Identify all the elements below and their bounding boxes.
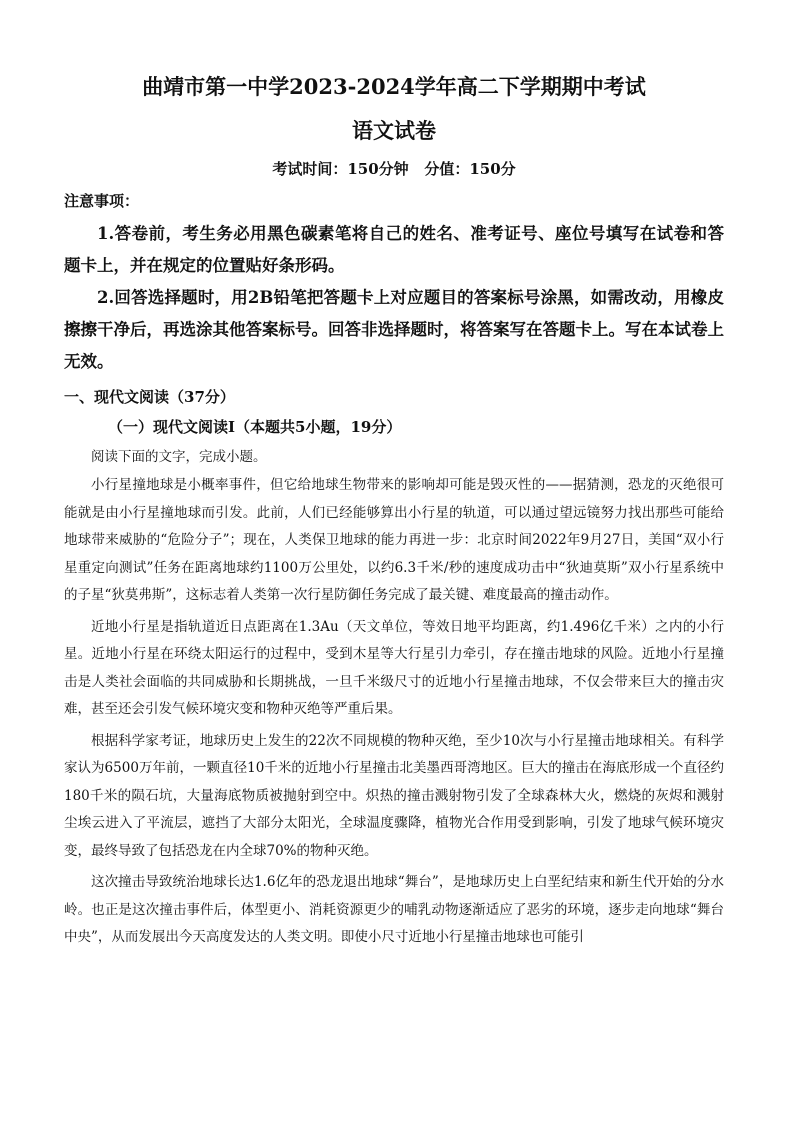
passage-paragraph-1: 小行星撞地球是小概率事件，但它给地球生物带来的影响却可能是毁灭性的——据猜测，恐龙的灭绝很可能就是由小行星撞地球而引发。此前，人们已经能够算出小行星的轨道，可以通过望远镜努力找出那些可能给地球带来威胁的“危险分子”；现在，人类保卫地球的能力再进一步：北京时间2022年9月27日，美国“双小行星重定向测试”任务在距离地球约1100万公里处，以约6.3千米/秒的速度成功击中“狄迪莫斯”双小行星系统中的子星“狄莫弗斯”，这标志着人类第一次行星防御任务完成了最关键、难度最高的撞击动作。	[64, 477, 724, 603]
passage-paragraph-3: 根据科学家考证，地球历史上发生的22次不同规模的物种灭绝，至少10次与小行星撞击地球相关。有科学家认为6500万年前，一颗直径10千米的近地小行星撞击北美墨西哥湾地区。巨大的撞击在海底形成一个直径约180千米的陨石坑，大量海底物质被抛射到空中。炽热的撞击溅射物引发了全球森林大火，燃烧的灰烬和溅射尘埃云进入了平流层，遮挡了大部分太阳光，全球温度骤降，植物光合作用受到影响，引发了地球气候环境灾变，最终导致了包括恐龙在内全球70%的物种灭绝。	[64, 732, 724, 859]
exam-subtitle: 语文试卷	[352, 118, 436, 143]
exam-time-and-score: 考试时间：150分钟 分值：150分	[272, 160, 516, 178]
notice-item-2: 2.回答选择题时，用2B铅笔把答题卡上对应题目的答案标号涂黑，如需改动，用橡皮擦擦干净后，再选涂其他答案标号。回答非选择题时，将答案写在答题卡上。写在本试卷上无效。	[64, 288, 724, 371]
exam-title: 曲靖市第一中学2023-2024学年高二下学期期中考试	[142, 74, 646, 99]
section-modern-reading	[64, 386, 724, 952]
section-heading: 一、现代文阅读（37分）	[64, 388, 235, 406]
notice-block	[64, 190, 724, 378]
reading-passage	[64, 472, 724, 952]
notice-heading: 注意事项：	[64, 192, 140, 210]
reading-instruction: 阅读下面的文字，完成小题。	[91, 449, 267, 465]
subsection-heading: （一）现代文阅读Ⅰ（本题共5小题，19分）	[108, 418, 402, 436]
passage-paragraph-2: 近地小行星是指轨道近日点距离在1.3Au（天文单位，等效日地平均距离，约1.496亿千米）之内的小行星。近地小行星在环绕太阳运行的过程中，受到木星等大行星引力牵引，存在撞击地球的风险。近地小行星撞击是人类社会面临的共同威胁和长期挑战，一旦千米级尺寸的近地小行星撞击地球，不仅会带来巨大的撞击灾难，甚至还会引发气候环境灾变和物种灭绝等严重后果。	[64, 618, 724, 717]
passage-paragraph-4: 这次撞击导致统治地球长达1.6亿年的恐龙退出地球“舞台”，是地球历史上白垩纪结束和新生代开始的分水岭。也正是这次撞击事件后，体型更小、消耗资源更少的哺乳动物逐渐适应了恶劣的环境，逐步走向地球“舞台中央”，从而发展出今天高度发达的人类文明。即使小尺寸近地小行星撞击地球也可能引	[64, 874, 724, 945]
notice-item-1: 1.答卷前，考生务必用黑色碳素笔将自己的姓名、准考证号、座位号填写在试卷和答题卡上，并在规定的位置贴好条形码。	[64, 224, 724, 275]
